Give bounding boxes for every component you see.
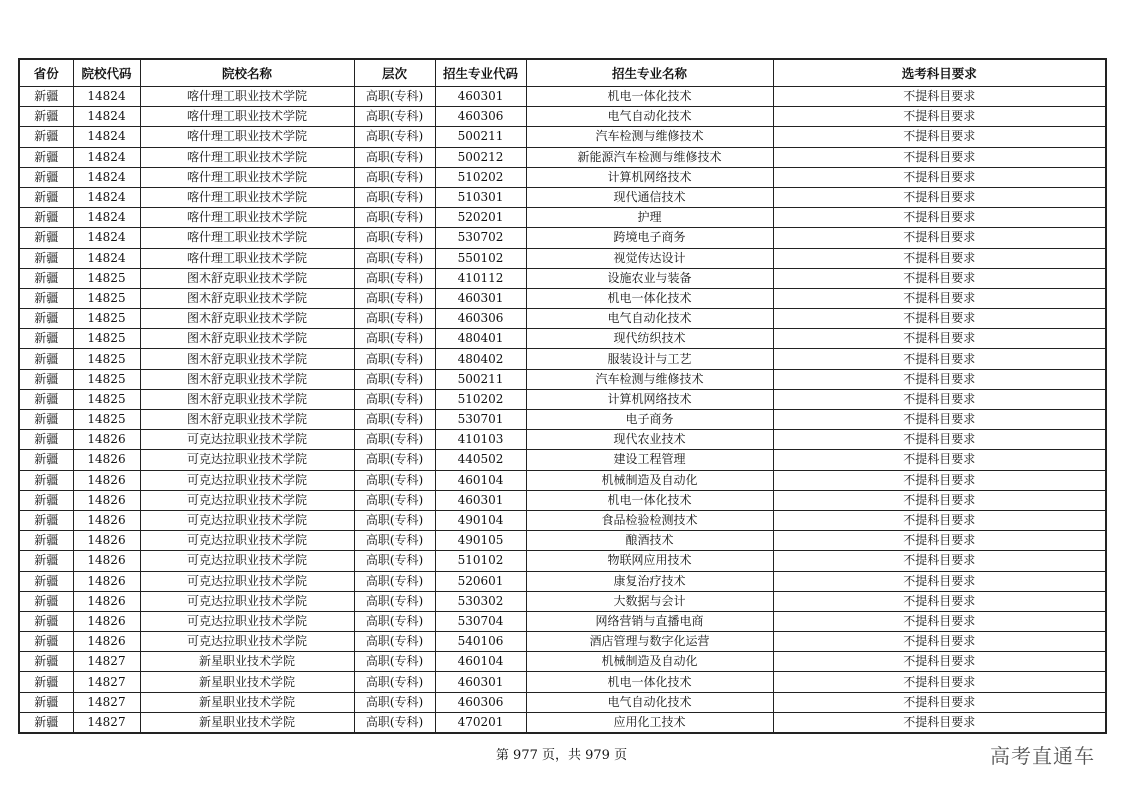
major-name-cell: 物联网应用技术: [526, 551, 773, 571]
province-cell: 新疆: [19, 450, 73, 470]
table-row: [19, 329, 1106, 349]
school-code-cell: 14825: [73, 349, 140, 369]
major-code-cell: 500211: [435, 369, 526, 389]
major-name-cell: 服装设计与工艺: [526, 349, 773, 369]
major-code-cell: 530701: [435, 410, 526, 430]
subject-requirement-cell: 不提科目要求: [773, 349, 1106, 369]
school-code-cell: 14825: [73, 309, 140, 329]
province-cell: 新疆: [19, 410, 73, 430]
school-code-cell: 14826: [73, 430, 140, 450]
level-cell: 高职(专科): [354, 652, 435, 672]
school-name-cell: 可克达拉职业技术学院: [140, 571, 354, 591]
subject-requirement-cell: 不提科目要求: [773, 127, 1106, 147]
level-cell: 高职(专科): [354, 410, 435, 430]
province-cell: 新疆: [19, 551, 73, 571]
province-cell: 新疆: [19, 531, 73, 551]
header-province: 省份: [19, 59, 73, 87]
subject-requirement-cell: 不提科目要求: [773, 450, 1106, 470]
major-name-cell: 设施农业与装备: [526, 268, 773, 288]
school-name-cell: 图木舒克职业技术学院: [140, 309, 354, 329]
school-code-cell: 14826: [73, 571, 140, 591]
major-name-cell: 现代纺织技术: [526, 329, 773, 349]
school-code-cell: 14826: [73, 490, 140, 510]
table-row: [19, 450, 1106, 470]
province-cell: 新疆: [19, 87, 73, 107]
level-cell: 高职(专科): [354, 228, 435, 248]
school-name-cell: 可克达拉职业技术学院: [140, 510, 354, 530]
major-name-cell: 机电一体化技术: [526, 87, 773, 107]
subject-requirement-cell: 不提科目要求: [773, 571, 1106, 591]
table-row: [19, 591, 1106, 611]
province-cell: 新疆: [19, 228, 73, 248]
school-code-cell: 14824: [73, 87, 140, 107]
subject-requirement-cell: 不提科目要求: [773, 268, 1106, 288]
table-row: [19, 248, 1106, 268]
table-row: [19, 652, 1106, 672]
school-code-cell: 14824: [73, 147, 140, 167]
subject-requirement-cell: 不提科目要求: [773, 632, 1106, 652]
major-code-cell: 490105: [435, 531, 526, 551]
major-name-cell: 电子商务: [526, 410, 773, 430]
province-cell: 新疆: [19, 672, 73, 692]
level-cell: 高职(专科): [354, 531, 435, 551]
subject-requirement-cell: 不提科目要求: [773, 329, 1106, 349]
major-name-cell: 酒店管理与数字化运营: [526, 632, 773, 652]
level-cell: 高职(专科): [354, 389, 435, 409]
subject-requirement-cell: 不提科目要求: [773, 611, 1106, 631]
school-code-cell: 14826: [73, 551, 140, 571]
major-name-cell: 电气自动化技术: [526, 107, 773, 127]
school-name-cell: 新星职业技术学院: [140, 712, 354, 733]
school-name-cell: 新星职业技术学院: [140, 672, 354, 692]
header-school-name: 院校名称: [140, 59, 354, 87]
level-cell: 高职(专科): [354, 510, 435, 530]
school-name-cell: 图木舒克职业技术学院: [140, 410, 354, 430]
subject-requirement-cell: 不提科目要求: [773, 187, 1106, 207]
school-code-cell: 14824: [73, 208, 140, 228]
school-name-cell: 图木舒克职业技术学院: [140, 268, 354, 288]
major-code-cell: 510202: [435, 389, 526, 409]
school-name-cell: 图木舒克职业技术学院: [140, 369, 354, 389]
subject-requirement-cell: 不提科目要求: [773, 248, 1106, 268]
header-major-name: 招生专业名称: [526, 59, 773, 87]
table-row: [19, 410, 1106, 430]
table-row: [19, 490, 1106, 510]
major-name-cell: 汽车检测与维修技术: [526, 127, 773, 147]
major-name-cell: 护理: [526, 208, 773, 228]
level-cell: 高职(专科): [354, 611, 435, 631]
province-cell: 新疆: [19, 349, 73, 369]
level-cell: 高职(专科): [354, 591, 435, 611]
header-level: 层次: [354, 59, 435, 87]
subject-requirement-cell: 不提科目要求: [773, 551, 1106, 571]
province-cell: 新疆: [19, 430, 73, 450]
major-name-cell: 新能源汽车检测与维修技术: [526, 147, 773, 167]
table-row: [19, 389, 1106, 409]
table-row: [19, 147, 1106, 167]
page-number: 第 977 页，共 979 页: [495, 748, 628, 763]
subject-requirement-cell: 不提科目要求: [773, 208, 1106, 228]
major-name-cell: 电气自动化技术: [526, 309, 773, 329]
major-code-cell: 520201: [435, 208, 526, 228]
table-row: [19, 208, 1106, 228]
subject-requirement-cell: 不提科目要求: [773, 369, 1106, 389]
province-cell: 新疆: [19, 309, 73, 329]
major-name-cell: 酿酒技术: [526, 531, 773, 551]
school-name-cell: 喀什理工职业技术学院: [140, 127, 354, 147]
school-code-cell: 14824: [73, 248, 140, 268]
school-name-cell: 可克达拉职业技术学院: [140, 551, 354, 571]
province-cell: 新疆: [19, 127, 73, 147]
table-row: [19, 268, 1106, 288]
major-code-cell: 510102: [435, 551, 526, 571]
subject-requirement-cell: 不提科目要求: [773, 470, 1106, 490]
major-name-cell: 现代通信技术: [526, 187, 773, 207]
level-cell: 高职(专科): [354, 167, 435, 187]
major-code-cell: 510202: [435, 167, 526, 187]
major-code-cell: 460306: [435, 692, 526, 712]
province-cell: 新疆: [19, 632, 73, 652]
major-code-cell: 480401: [435, 329, 526, 349]
table-row: [19, 87, 1106, 107]
level-cell: 高职(专科): [354, 268, 435, 288]
province-cell: 新疆: [19, 510, 73, 530]
subject-requirement-cell: 不提科目要求: [773, 652, 1106, 672]
school-code-cell: 14824: [73, 107, 140, 127]
table-row: [19, 309, 1106, 329]
school-code-cell: 14824: [73, 228, 140, 248]
subject-requirement-cell: 不提科目要求: [773, 712, 1106, 733]
table-row: [19, 611, 1106, 631]
admissions-table-sheet: [18, 58, 1105, 734]
table-row: [19, 692, 1106, 712]
level-cell: 高职(专科): [354, 672, 435, 692]
table-row: [19, 571, 1106, 591]
subject-requirement-cell: 不提科目要求: [773, 430, 1106, 450]
school-name-cell: 可克达拉职业技术学院: [140, 591, 354, 611]
major-name-cell: 跨境电子商务: [526, 228, 773, 248]
school-code-cell: 14824: [73, 127, 140, 147]
level-cell: 高职(专科): [354, 692, 435, 712]
province-cell: 新疆: [19, 208, 73, 228]
school-code-cell: 14827: [73, 672, 140, 692]
major-code-cell: 410112: [435, 268, 526, 288]
school-name-cell: 图木舒克职业技术学院: [140, 288, 354, 308]
province-cell: 新疆: [19, 490, 73, 510]
major-code-cell: 510301: [435, 187, 526, 207]
school-name-cell: 可克达拉职业技术学院: [140, 611, 354, 631]
level-cell: 高职(专科): [354, 430, 435, 450]
table-header-row: [19, 59, 1106, 87]
major-name-cell: 机电一体化技术: [526, 288, 773, 308]
major-code-cell: 460306: [435, 309, 526, 329]
major-name-cell: 计算机网络技术: [526, 167, 773, 187]
subject-requirement-cell: 不提科目要求: [773, 531, 1106, 551]
subject-requirement-cell: 不提科目要求: [773, 490, 1106, 510]
school-name-cell: 喀什理工职业技术学院: [140, 107, 354, 127]
major-code-cell: 540106: [435, 632, 526, 652]
level-cell: 高职(专科): [354, 127, 435, 147]
table-row: [19, 551, 1106, 571]
school-name-cell: 图木舒克职业技术学院: [140, 389, 354, 409]
province-cell: 新疆: [19, 712, 73, 733]
subject-requirement-cell: 不提科目要求: [773, 510, 1106, 530]
table-row: [19, 288, 1106, 308]
major-code-cell: 460301: [435, 490, 526, 510]
province-cell: 新疆: [19, 107, 73, 127]
level-cell: 高职(专科): [354, 329, 435, 349]
subject-requirement-cell: 不提科目要求: [773, 288, 1106, 308]
table-row: [19, 531, 1106, 551]
school-code-cell: 14824: [73, 187, 140, 207]
school-code-cell: 14825: [73, 329, 140, 349]
province-cell: 新疆: [19, 611, 73, 631]
major-code-cell: 530702: [435, 228, 526, 248]
school-name-cell: 图木舒克职业技术学院: [140, 349, 354, 369]
major-code-cell: 550102: [435, 248, 526, 268]
school-code-cell: 14826: [73, 531, 140, 551]
school-code-cell: 14826: [73, 450, 140, 470]
province-cell: 新疆: [19, 591, 73, 611]
subject-requirement-cell: 不提科目要求: [773, 591, 1106, 611]
major-name-cell: 食品检验检测技术: [526, 510, 773, 530]
school-code-cell: 14825: [73, 389, 140, 409]
school-name-cell: 可克达拉职业技术学院: [140, 531, 354, 551]
school-name-cell: 喀什理工职业技术学院: [140, 248, 354, 268]
school-name-cell: 可克达拉职业技术学院: [140, 490, 354, 510]
level-cell: 高职(专科): [354, 450, 435, 470]
school-code-cell: 14824: [73, 167, 140, 187]
level-cell: 高职(专科): [354, 712, 435, 733]
major-code-cell: 520601: [435, 571, 526, 591]
school-name-cell: 喀什理工职业技术学院: [140, 208, 354, 228]
major-code-cell: 530302: [435, 591, 526, 611]
major-code-cell: 480402: [435, 349, 526, 369]
province-cell: 新疆: [19, 692, 73, 712]
province-cell: 新疆: [19, 248, 73, 268]
major-code-cell: 460301: [435, 87, 526, 107]
subject-requirement-cell: 不提科目要求: [773, 87, 1106, 107]
major-name-cell: 电气自动化技术: [526, 692, 773, 712]
province-cell: 新疆: [19, 268, 73, 288]
school-code-cell: 14825: [73, 410, 140, 430]
school-code-cell: 14826: [73, 510, 140, 530]
major-code-cell: 500212: [435, 147, 526, 167]
province-cell: 新疆: [19, 389, 73, 409]
school-name-cell: 喀什理工职业技术学院: [140, 187, 354, 207]
school-code-cell: 14826: [73, 611, 140, 631]
school-code-cell: 14825: [73, 288, 140, 308]
subject-requirement-cell: 不提科目要求: [773, 410, 1106, 430]
major-code-cell: 460306: [435, 107, 526, 127]
table-row: [19, 107, 1106, 127]
major-code-cell: 410103: [435, 430, 526, 450]
school-name-cell: 喀什理工职业技术学院: [140, 167, 354, 187]
subject-requirement-cell: 不提科目要求: [773, 167, 1106, 187]
subject-requirement-cell: 不提科目要求: [773, 147, 1106, 167]
level-cell: 高职(专科): [354, 349, 435, 369]
school-name-cell: 可克达拉职业技术学院: [140, 430, 354, 450]
major-name-cell: 计算机网络技术: [526, 389, 773, 409]
subject-requirement-cell: 不提科目要求: [773, 309, 1106, 329]
school-name-cell: 图木舒克职业技术学院: [140, 329, 354, 349]
table-row: [19, 430, 1106, 450]
province-cell: 新疆: [19, 571, 73, 591]
major-code-cell: 530704: [435, 611, 526, 631]
school-code-cell: 14825: [73, 268, 140, 288]
major-name-cell: 视觉传达设计: [526, 248, 773, 268]
province-cell: 新疆: [19, 329, 73, 349]
province-cell: 新疆: [19, 369, 73, 389]
major-name-cell: 网络营销与直播电商: [526, 611, 773, 631]
school-code-cell: 14825: [73, 369, 140, 389]
school-name-cell: 新星职业技术学院: [140, 692, 354, 712]
school-code-cell: 14826: [73, 591, 140, 611]
province-cell: 新疆: [19, 167, 73, 187]
subject-requirement-cell: 不提科目要求: [773, 107, 1106, 127]
table-row: [19, 369, 1106, 389]
header-school-code: 院校代码: [73, 59, 140, 87]
level-cell: 高职(专科): [354, 107, 435, 127]
major-code-cell: 440502: [435, 450, 526, 470]
header-major-code: 招生专业代码: [435, 59, 526, 87]
table-row: [19, 349, 1106, 369]
subject-requirement-cell: 不提科目要求: [773, 672, 1106, 692]
table-row: [19, 127, 1106, 147]
major-code-cell: 490104: [435, 510, 526, 530]
level-cell: 高职(专科): [354, 632, 435, 652]
school-name-cell: 可克达拉职业技术学院: [140, 632, 354, 652]
level-cell: 高职(专科): [354, 551, 435, 571]
admissions-table: [18, 58, 1107, 734]
level-cell: 高职(专科): [354, 309, 435, 329]
province-cell: 新疆: [19, 652, 73, 672]
level-cell: 高职(专科): [354, 248, 435, 268]
level-cell: 高职(专科): [354, 571, 435, 591]
province-cell: 新疆: [19, 187, 73, 207]
school-name-cell: 可克达拉职业技术学院: [140, 450, 354, 470]
major-name-cell: 大数据与会计: [526, 591, 773, 611]
province-cell: 新疆: [19, 147, 73, 167]
school-code-cell: 14827: [73, 692, 140, 712]
major-name-cell: 机电一体化技术: [526, 672, 773, 692]
school-name-cell: 喀什理工职业技术学院: [140, 87, 354, 107]
table-row: [19, 672, 1106, 692]
major-name-cell: 机械制造及自动化: [526, 470, 773, 490]
major-name-cell: 机电一体化技术: [526, 490, 773, 510]
table-row: [19, 228, 1106, 248]
level-cell: 高职(专科): [354, 187, 435, 207]
major-code-cell: 460104: [435, 470, 526, 490]
major-name-cell: 汽车检测与维修技术: [526, 369, 773, 389]
header-subject-requirement: 选考科目要求: [773, 59, 1106, 87]
level-cell: 高职(专科): [354, 87, 435, 107]
school-name-cell: 可克达拉职业技术学院: [140, 470, 354, 490]
major-name-cell: 建设工程管理: [526, 450, 773, 470]
school-code-cell: 14826: [73, 470, 140, 490]
major-code-cell: 460301: [435, 672, 526, 692]
school-code-cell: 14827: [73, 652, 140, 672]
level-cell: 高职(专科): [354, 470, 435, 490]
table-row: [19, 712, 1106, 733]
subject-requirement-cell: 不提科目要求: [773, 228, 1106, 248]
major-name-cell: 康复治疗技术: [526, 571, 773, 591]
major-name-cell: 现代农业技术: [526, 430, 773, 450]
table-row: [19, 632, 1106, 652]
school-name-cell: 喀什理工职业技术学院: [140, 228, 354, 248]
province-cell: 新疆: [19, 470, 73, 490]
table-row: [19, 167, 1106, 187]
level-cell: 高职(专科): [354, 208, 435, 228]
level-cell: 高职(专科): [354, 369, 435, 389]
school-code-cell: 14827: [73, 712, 140, 733]
level-cell: 高职(专科): [354, 147, 435, 167]
table-row: [19, 187, 1106, 207]
watermark-text: 高考直通车: [990, 744, 1095, 768]
province-cell: 新疆: [19, 288, 73, 308]
table-row: [19, 470, 1106, 490]
major-code-cell: 470201: [435, 712, 526, 733]
subject-requirement-cell: 不提科目要求: [773, 389, 1106, 409]
school-name-cell: 新星职业技术学院: [140, 652, 354, 672]
school-name-cell: 喀什理工职业技术学院: [140, 147, 354, 167]
major-name-cell: 机械制造及自动化: [526, 652, 773, 672]
major-name-cell: 应用化工技术: [526, 712, 773, 733]
table-row: [19, 510, 1106, 530]
school-code-cell: 14826: [73, 632, 140, 652]
major-code-cell: 460301: [435, 288, 526, 308]
subject-requirement-cell: 不提科目要求: [773, 692, 1106, 712]
major-code-cell: 500211: [435, 127, 526, 147]
major-code-cell: 460104: [435, 652, 526, 672]
level-cell: 高职(专科): [354, 288, 435, 308]
level-cell: 高职(专科): [354, 490, 435, 510]
